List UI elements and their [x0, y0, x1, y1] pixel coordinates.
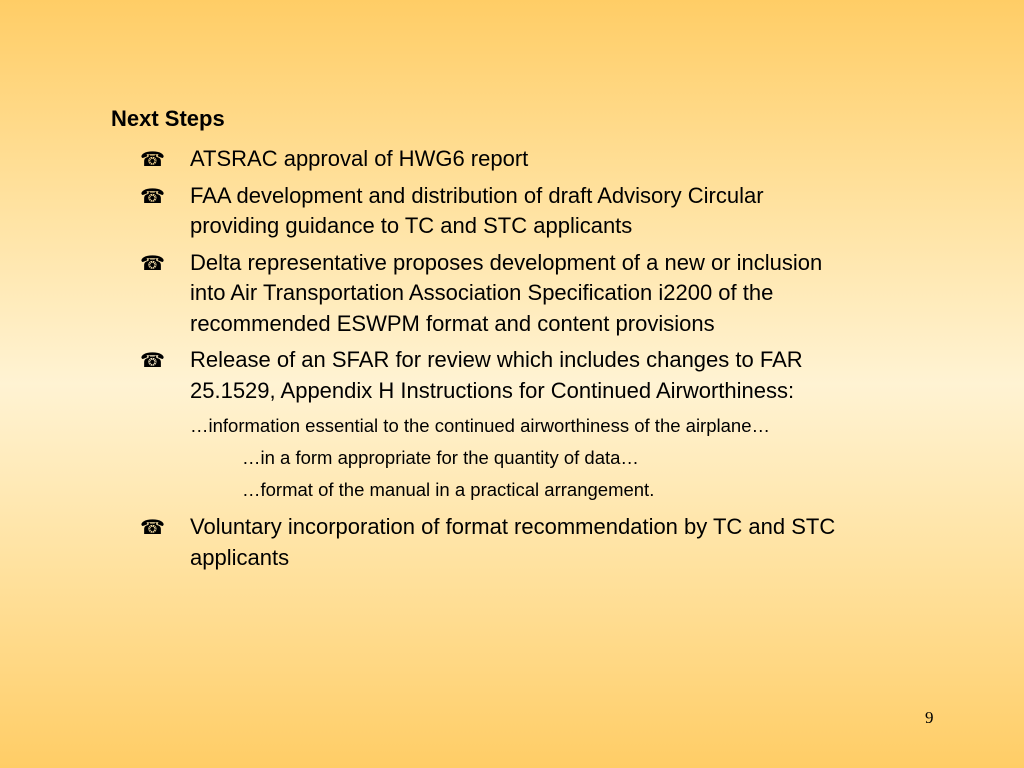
bullet-text: ATSRAC approval of HWG6 report [190, 146, 529, 171]
slide-heading: Next Steps [111, 106, 225, 131]
telephone-icon: ☎ [140, 147, 165, 171]
bullet-item [140, 512, 860, 573]
bullet-list [140, 144, 860, 579]
bullet-text: Release of an SFAR for review which includes changes to FAR 25.1529, Appendix H Instructions for Continued Airworthiness: [190, 347, 803, 403]
bullet-item [140, 345, 860, 406]
bullet-text: FAA development and distribution of draft Advisory Circular providing guidance to TC and STC applicants [190, 182, 764, 238]
sub-item: …information essential to the continued airworthiness of the airplane… [190, 415, 770, 436]
bullet-item [140, 181, 860, 242]
sub-item-list [140, 412, 860, 504]
telephone-icon: ☎ [140, 348, 165, 372]
bullet-item [140, 144, 860, 175]
page-number: 9 [925, 708, 934, 727]
telephone-icon: ☎ [140, 250, 165, 275]
telephone-icon: ☎ [140, 515, 165, 539]
bullet-item [140, 248, 860, 340]
bullet-text: Voluntary incorporation of format recommendation by TC and STC applicants [190, 514, 836, 570]
sub-item: …format of the manual in a practical arrangement. [242, 479, 655, 500]
sub-item: …in a form appropriate for the quantity of data… [242, 447, 639, 468]
bullet-text: Delta representative proposes development of a new or inclusion into Air Transportation Association Specification i2200 of the recommended ESWPM format and content provisions [190, 249, 823, 336]
telephone-icon: ☎ [140, 183, 165, 208]
